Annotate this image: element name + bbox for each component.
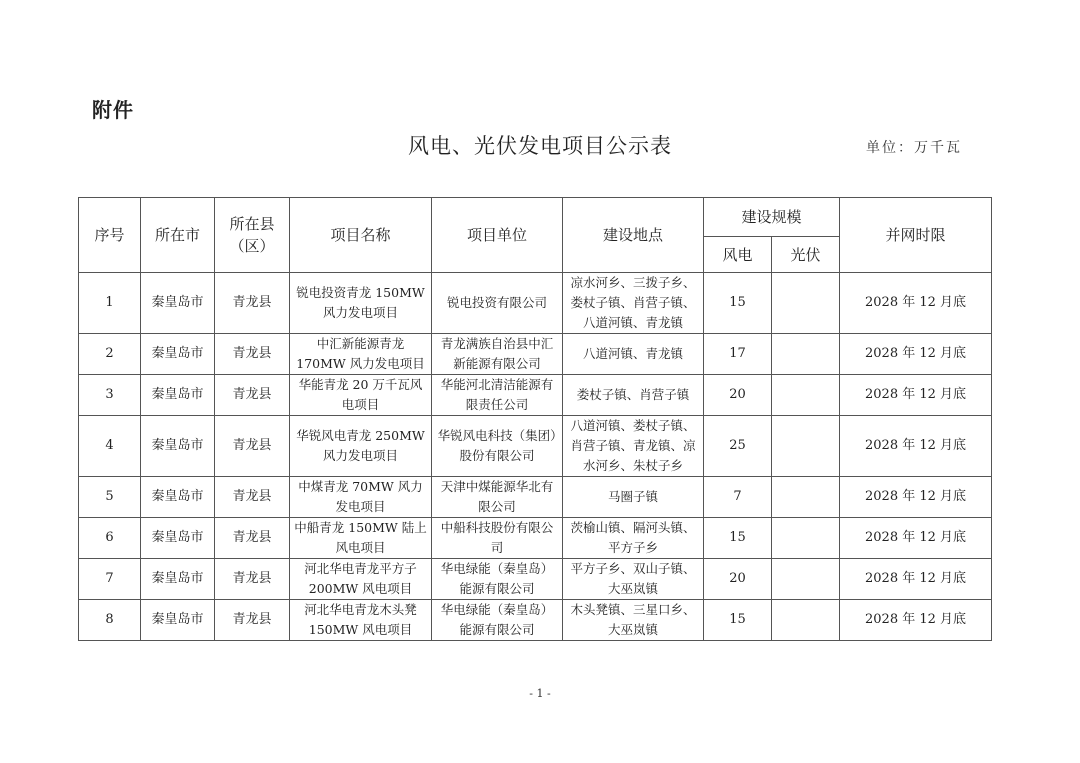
cell-project-name: 锐电投资青龙 150MW 风力发电项目 bbox=[290, 273, 432, 334]
cell-county: 青龙县 bbox=[215, 559, 290, 600]
cell-seq: 3 bbox=[79, 375, 141, 416]
cell-project-unit: 锐电投资有限公司 bbox=[432, 273, 563, 334]
cell-project-unit: 华电绿能（秦皇岛）能源有限公司 bbox=[432, 559, 563, 600]
cell-solar bbox=[772, 559, 840, 600]
header-seq: 序号 bbox=[79, 198, 141, 273]
attachment-label: 附件 bbox=[92, 98, 134, 122]
cell-solar bbox=[772, 375, 840, 416]
cell-solar bbox=[772, 273, 840, 334]
unit-label: 单位：万千瓦 bbox=[866, 140, 962, 156]
cell-deadline: 2028 年 12 月底 bbox=[840, 518, 992, 559]
table-row bbox=[79, 559, 992, 600]
cell-project-unit: 华锐风电科技（集团）股份有限公司 bbox=[432, 416, 563, 477]
cell-project-name: 河北华电青龙平方子 200MW 风电项目 bbox=[290, 559, 432, 600]
cell-wind: 20 bbox=[704, 375, 772, 416]
cell-deadline: 2028 年 12 月底 bbox=[840, 273, 992, 334]
table-row bbox=[79, 334, 992, 375]
cell-seq: 5 bbox=[79, 477, 141, 518]
header-project-unit: 项目单位 bbox=[432, 198, 563, 273]
cell-location: 茨榆山镇、隔河头镇、平方子乡 bbox=[563, 518, 704, 559]
cell-city: 秦皇岛市 bbox=[141, 600, 215, 641]
cell-city: 秦皇岛市 bbox=[141, 559, 215, 600]
cell-project-name: 河北华电青龙木头凳 150MW 风电项目 bbox=[290, 600, 432, 641]
cell-city: 秦皇岛市 bbox=[141, 518, 215, 559]
cell-county: 青龙县 bbox=[215, 416, 290, 477]
cell-location: 八道河镇、娄杖子镇、肖营子镇、青龙镇、凉水河乡、朱杖子乡 bbox=[563, 416, 704, 477]
table-row bbox=[79, 477, 992, 518]
cell-location: 木头凳镇、三星口乡、大巫岚镇 bbox=[563, 600, 704, 641]
cell-project-name: 中船青龙 150MW 陆上风电项目 bbox=[290, 518, 432, 559]
cell-city: 秦皇岛市 bbox=[141, 416, 215, 477]
cell-wind: 7 bbox=[704, 477, 772, 518]
cell-project-unit: 中船科技股份有限公司 bbox=[432, 518, 563, 559]
cell-wind: 15 bbox=[704, 600, 772, 641]
table-row bbox=[79, 273, 992, 334]
cell-deadline: 2028 年 12 月底 bbox=[840, 477, 992, 518]
cell-wind: 25 bbox=[704, 416, 772, 477]
cell-city: 秦皇岛市 bbox=[141, 477, 215, 518]
cell-wind: 20 bbox=[704, 559, 772, 600]
cell-deadline: 2028 年 12 月底 bbox=[840, 334, 992, 375]
cell-location: 马圈子镇 bbox=[563, 477, 704, 518]
cell-project-name: 中煤青龙 70MW 风力发电项目 bbox=[290, 477, 432, 518]
cell-wind: 15 bbox=[704, 273, 772, 334]
cell-county: 青龙县 bbox=[215, 518, 290, 559]
header-deadline: 并网时限 bbox=[840, 198, 992, 273]
cell-county: 青龙县 bbox=[215, 477, 290, 518]
cell-county: 青龙县 bbox=[215, 375, 290, 416]
cell-project-unit: 华能河北清洁能源有限责任公司 bbox=[432, 375, 563, 416]
cell-project-unit: 青龙满族自治县中汇新能源有限公司 bbox=[432, 334, 563, 375]
cell-seq: 7 bbox=[79, 559, 141, 600]
table-row bbox=[79, 416, 992, 477]
cell-project-unit: 天津中煤能源华北有限公司 bbox=[432, 477, 563, 518]
header-project-name: 项目名称 bbox=[290, 198, 432, 273]
header-city: 所在市 bbox=[141, 198, 215, 273]
cell-project-name: 中汇新能源青龙 170MW 风力发电项目 bbox=[290, 334, 432, 375]
cell-deadline: 2028 年 12 月底 bbox=[840, 600, 992, 641]
cell-location: 娄杖子镇、肖营子镇 bbox=[563, 375, 704, 416]
cell-project-name: 华能青龙 20 万千瓦风电项目 bbox=[290, 375, 432, 416]
cell-deadline: 2028 年 12 月底 bbox=[840, 559, 992, 600]
cell-seq: 8 bbox=[79, 600, 141, 641]
table-row bbox=[79, 375, 992, 416]
cell-location: 八道河镇、青龙镇 bbox=[563, 334, 704, 375]
cell-county: 青龙县 bbox=[215, 273, 290, 334]
cell-seq: 4 bbox=[79, 416, 141, 477]
header-location: 建设地点 bbox=[563, 198, 704, 273]
table-row bbox=[79, 600, 992, 641]
header-solar: 光伏 bbox=[772, 237, 840, 273]
cell-city: 秦皇岛市 bbox=[141, 375, 215, 416]
cell-seq: 1 bbox=[79, 273, 141, 334]
cell-county: 青龙县 bbox=[215, 600, 290, 641]
cell-solar bbox=[772, 477, 840, 518]
cell-city: 秦皇岛市 bbox=[141, 334, 215, 375]
cell-location: 平方子乡、双山子镇、大巫岚镇 bbox=[563, 559, 704, 600]
cell-seq: 6 bbox=[79, 518, 141, 559]
cell-solar bbox=[772, 600, 840, 641]
page-title: 风电、光伏发电项目公示表 bbox=[408, 134, 672, 158]
cell-deadline: 2028 年 12 月底 bbox=[840, 416, 992, 477]
cell-city: 秦皇岛市 bbox=[141, 273, 215, 334]
project-table bbox=[78, 197, 992, 641]
cell-deadline: 2028 年 12 月底 bbox=[840, 375, 992, 416]
page-number: - 1 - bbox=[529, 687, 551, 700]
table-row bbox=[79, 518, 992, 559]
cell-solar bbox=[772, 518, 840, 559]
header-wind: 风电 bbox=[704, 237, 772, 273]
cell-solar bbox=[772, 416, 840, 477]
cell-wind: 17 bbox=[704, 334, 772, 375]
header-scale: 建设规模 bbox=[704, 198, 840, 237]
cell-county: 青龙县 bbox=[215, 334, 290, 375]
header-county: 所在县（区） bbox=[215, 198, 290, 273]
cell-solar bbox=[772, 334, 840, 375]
cell-wind: 15 bbox=[704, 518, 772, 559]
cell-location: 凉水河乡、三拨子乡、娄杖子镇、肖营子镇、八道河镇、青龙镇 bbox=[563, 273, 704, 334]
cell-seq: 2 bbox=[79, 334, 141, 375]
cell-project-name: 华锐风电青龙 250MW 风力发电项目 bbox=[290, 416, 432, 477]
cell-project-unit: 华电绿能（秦皇岛）能源有限公司 bbox=[432, 600, 563, 641]
